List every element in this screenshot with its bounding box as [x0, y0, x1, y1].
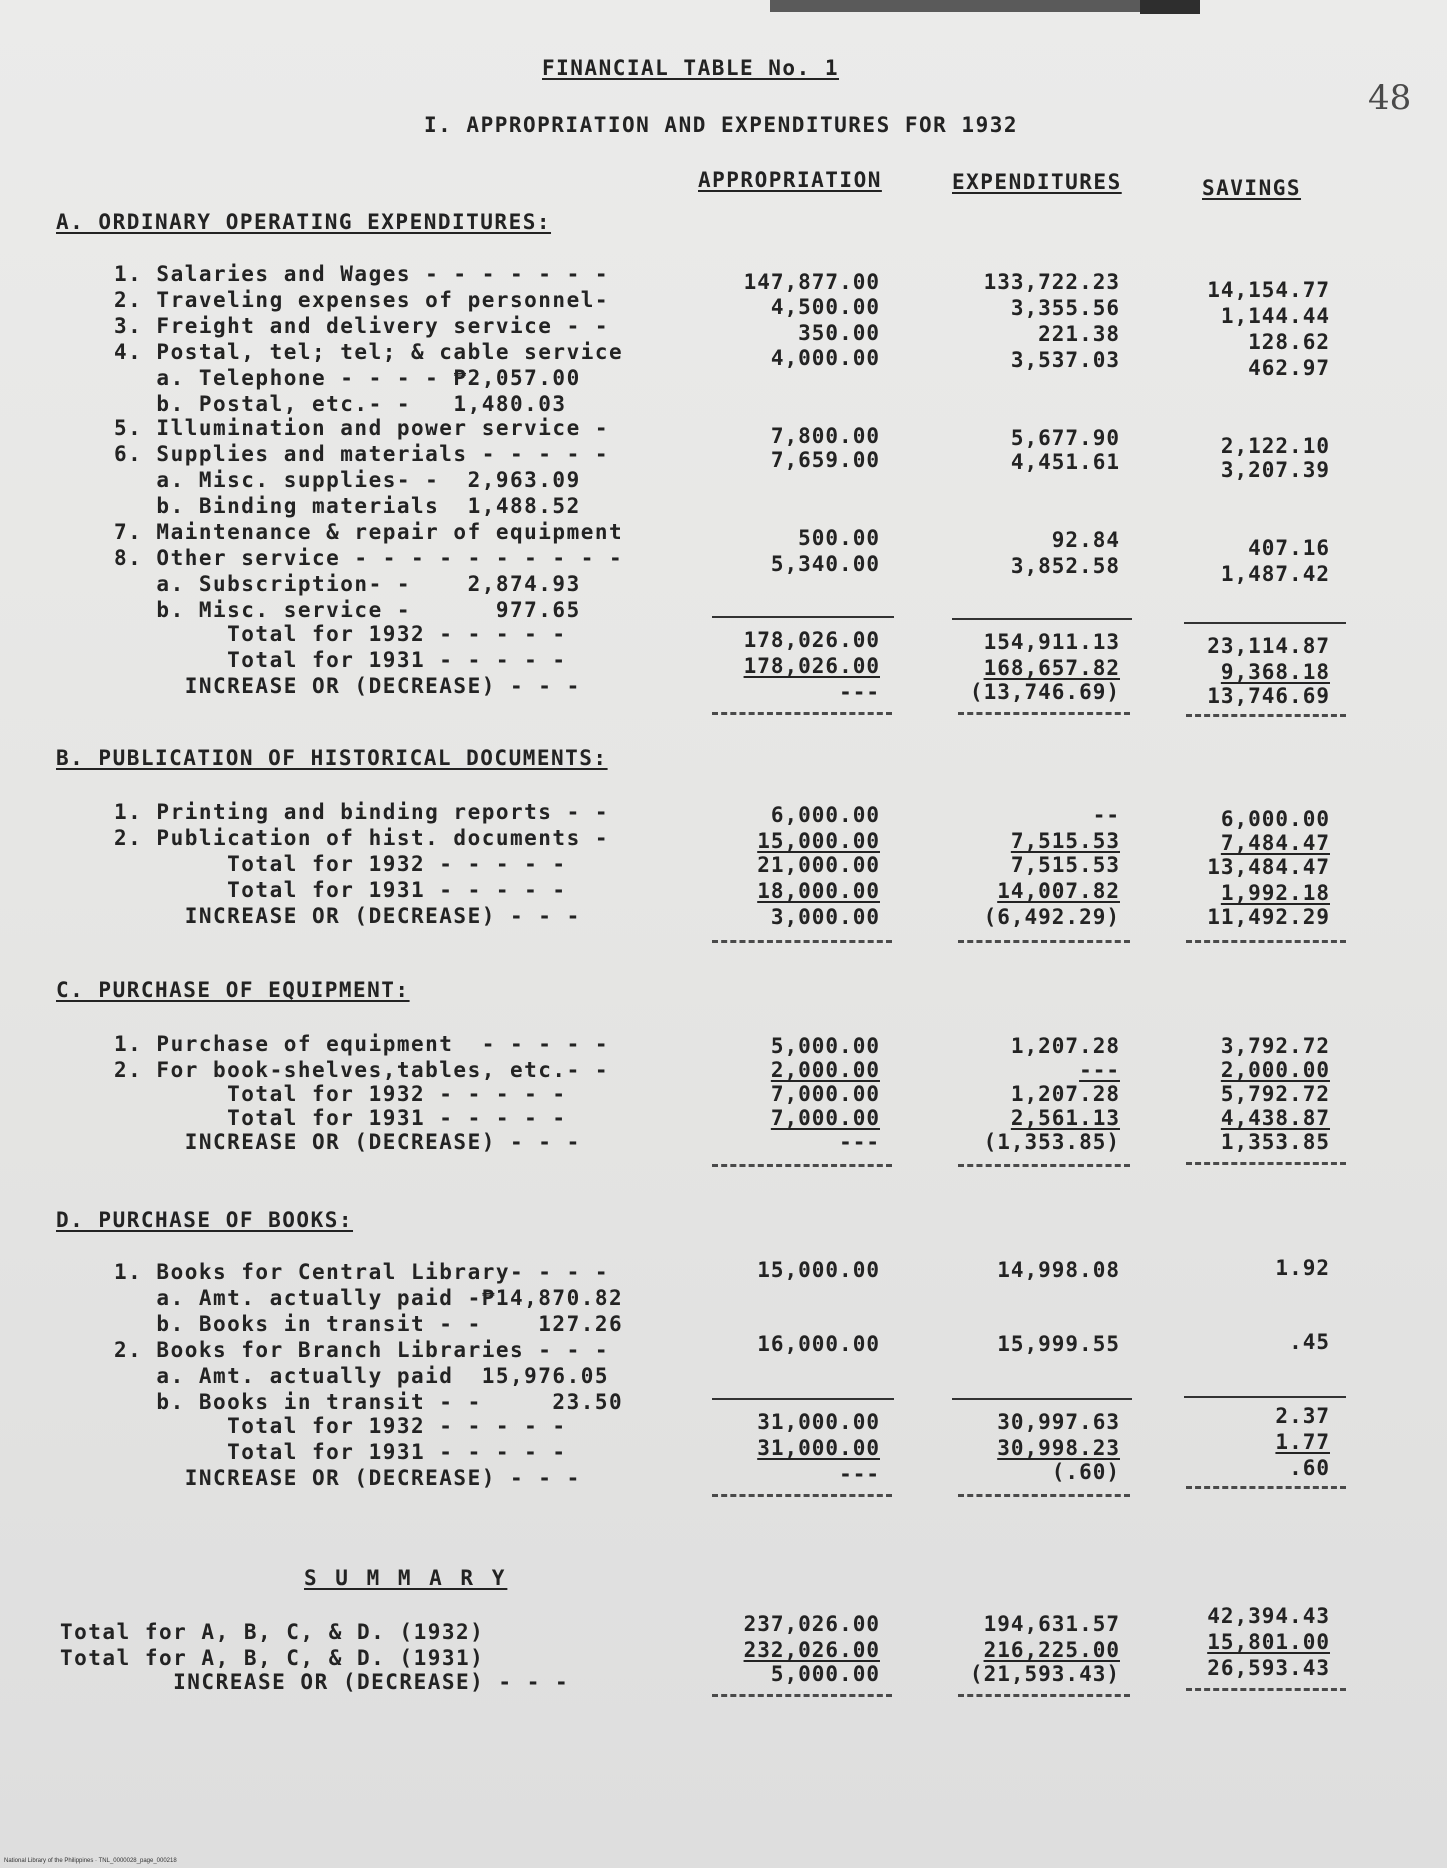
column-header-appropriation: APPROPRIATION — [698, 168, 882, 192]
total-rule — [952, 618, 1132, 620]
double-rule — [958, 712, 1130, 715]
double-rule — [958, 1694, 1130, 1697]
row-savings: 9,368.18 — [1220, 660, 1330, 684]
page-number: 48 — [1368, 78, 1412, 118]
row-appropriation: 232,026.00 — [743, 1638, 880, 1662]
row-expenditures: 30,997.63 — [997, 1410, 1120, 1434]
row-expenditures: 14,007.82 — [997, 879, 1120, 903]
double-rule — [712, 1494, 892, 1497]
row-expenditures: (1,353.85) — [983, 1130, 1120, 1154]
row-savings: 1,353.85 — [1220, 1130, 1330, 1154]
section-heading-b: B. PUBLICATION OF HISTORICAL DOCUMENTS: — [56, 746, 608, 770]
double-rule — [1186, 940, 1346, 943]
row-total-label: Total for A, B, C, & D. (1932) — [60, 1620, 485, 1644]
row-savings: 407.16 — [1248, 536, 1330, 560]
row-expenditures: --- — [1079, 1058, 1120, 1082]
row-label: 4. Postal, tel; tel; & cable service — [114, 340, 624, 364]
row-total-label: Total for 1932 - - - - - — [114, 852, 567, 876]
row-savings: 1.92 — [1275, 1256, 1330, 1280]
scan-footer-credit: National Library of the Philippines · TNL_0000028_page_000218 — [4, 1858, 177, 1864]
row-label: 3. Freight and delivery service - - — [114, 314, 610, 338]
row-savings: 7,484.47 — [1220, 831, 1330, 855]
row-label: 1. Books for Central Library- - - - — [114, 1260, 610, 1284]
row-appropriation: 178,026.00 — [743, 654, 880, 678]
row-savings: 23,114.87 — [1207, 634, 1330, 658]
row-appropriation: 5,000.00 — [770, 1662, 880, 1686]
row-savings: 2,000.00 — [1220, 1058, 1330, 1082]
row-expenditures: 3,355.56 — [1010, 296, 1120, 320]
row-expenditures: 168,657.82 — [983, 656, 1120, 680]
row-sub-label: b. Books in transit - - 127.26 — [114, 1312, 624, 1336]
row-appropriation: 31,000.00 — [757, 1436, 880, 1460]
row-appropriation: --- — [839, 1130, 880, 1154]
row-savings: 6,000.00 — [1220, 807, 1330, 831]
row-savings: 3,792.72 — [1220, 1034, 1330, 1058]
row-change-label: INCREASE OR (DECREASE) - - - — [114, 1466, 581, 1490]
row-expenditures: 133,722.23 — [983, 270, 1120, 294]
row-appropriation: --- — [839, 1462, 880, 1486]
row-sub-label: b. Misc. service - 977.65 — [114, 598, 581, 622]
row-savings: .45 — [1289, 1330, 1330, 1354]
row-expenditures: 5,677.90 — [1010, 426, 1120, 450]
row-appropriation: 147,877.00 — [743, 270, 880, 294]
table-title: FINANCIAL TABLE No. 1 — [542, 56, 840, 80]
row-savings: 1.77 — [1275, 1430, 1330, 1454]
column-header-expenditures: EXPENDITURES — [952, 170, 1122, 194]
row-savings: 26,593.43 — [1207, 1656, 1330, 1680]
row-appropriation: 31,000.00 — [757, 1410, 880, 1434]
row-appropriation: 16,000.00 — [757, 1332, 880, 1356]
row-expenditures: 30,998.23 — [997, 1436, 1120, 1460]
row-label: 7. Maintenance & repair of equipment — [114, 520, 624, 544]
row-sub-label: a. Telephone - - - - ₱2,057.00 — [114, 366, 581, 390]
row-sub-label: a. Misc. supplies- - 2,963.09 — [114, 468, 581, 492]
row-expenditures: (21,593.43) — [969, 1662, 1120, 1686]
row-change-label: INCREASE OR (DECREASE) - - - — [114, 674, 581, 698]
row-expenditures: 4,451.61 — [1010, 450, 1120, 474]
total-rule — [712, 616, 894, 618]
row-total-label: Total for 1931 - - - - - — [114, 1106, 567, 1130]
row-appropriation: 15,000.00 — [757, 829, 880, 853]
row-appropriation: 7,800.00 — [770, 424, 880, 448]
total-rule — [952, 1398, 1132, 1400]
row-appropriation: 18,000.00 — [757, 879, 880, 903]
row-expenditures: 92.84 — [1051, 528, 1120, 552]
row-savings: 1,992.18 — [1220, 881, 1330, 905]
row-total-label: Total for 1931 - - - - - — [114, 1440, 567, 1464]
row-total-label: Total for 1931 - - - - - — [114, 648, 567, 672]
row-savings: 462.97 — [1248, 356, 1330, 380]
double-rule — [712, 940, 892, 943]
summary-heading: S U M M A R Y — [304, 1566, 508, 1590]
column-header-savings: SAVINGS — [1202, 176, 1302, 200]
row-appropriation: 500.00 — [798, 526, 880, 550]
scan-edge-shadow — [770, 0, 1190, 12]
row-expenditures: 194,631.57 — [983, 1612, 1120, 1636]
row-appropriation: 4,500.00 — [770, 295, 880, 319]
row-savings: 3,207.39 — [1220, 458, 1330, 482]
total-rule — [1184, 622, 1346, 624]
row-change-label: INCREASE OR (DECREASE) - - - — [60, 1670, 570, 1694]
row-savings: 13,484.47 — [1207, 855, 1330, 879]
row-appropriation: 2,000.00 — [770, 1058, 880, 1082]
row-savings: 5,792.72 — [1220, 1082, 1330, 1106]
row-expenditures: 1,207.28 — [1010, 1034, 1120, 1058]
section-heading-a: A. ORDINARY OPERATING EXPENDITURES: — [56, 210, 552, 234]
total-rule — [712, 1398, 894, 1400]
row-expenditures: 216,225.00 — [983, 1638, 1120, 1662]
row-label: 6. Supplies and materials - - - - - — [114, 442, 610, 466]
row-expenditures: 7,515.53 — [1010, 829, 1120, 853]
row-savings: 11,492.29 — [1207, 905, 1330, 929]
document-subtitle: I. APPROPRIATION AND EXPENDITURES FOR 1932 — [424, 113, 1019, 137]
row-expenditures: 221.38 — [1038, 322, 1120, 346]
row-appropriation: 21,000.00 — [757, 853, 880, 877]
row-total-label: Total for 1932 - - - - - — [114, 1082, 567, 1106]
double-rule — [1186, 1162, 1346, 1165]
section-heading-d: D. PURCHASE OF BOOKS: — [56, 1208, 354, 1232]
row-label: 2. Traveling expenses of personnel- — [114, 288, 610, 312]
row-expenditures: 14,998.08 — [997, 1258, 1120, 1282]
total-rule — [1184, 1396, 1346, 1398]
row-expenditures: 3,852.58 — [1010, 554, 1120, 578]
row-sub-label: a. Amt. actually paid 15,976.05 — [114, 1364, 610, 1388]
double-rule — [712, 1694, 892, 1697]
double-rule — [958, 940, 1130, 943]
row-expenditures: -- — [1092, 803, 1120, 827]
row-total-label: Total for 1932 - - - - - — [114, 1414, 567, 1438]
row-label: 1. Printing and binding reports - - — [114, 800, 610, 824]
row-label: 1. Salaries and Wages - - - - - - - — [114, 262, 610, 286]
row-savings: 13,746.69 — [1207, 684, 1330, 708]
row-savings: 2,122.10 — [1220, 434, 1330, 458]
row-expenditures: (.60) — [1051, 1460, 1120, 1484]
row-label: 2. For book-shelves,tables, etc.- - — [114, 1058, 610, 1082]
row-savings: 15,801.00 — [1207, 1630, 1330, 1654]
row-sub-label: b. Postal, etc.- - 1,480.03 — [114, 392, 567, 416]
row-savings: .60 — [1289, 1456, 1330, 1480]
row-appropriation: 3,000.00 — [770, 905, 880, 929]
section-heading-c: C. PURCHASE OF EQUIPMENT: — [56, 978, 410, 1002]
row-expenditures: (6,492.29) — [983, 905, 1120, 929]
double-rule — [1186, 714, 1346, 717]
double-rule — [1186, 1688, 1346, 1691]
row-savings: 1,144.44 — [1220, 304, 1330, 328]
row-appropriation: 7,659.00 — [770, 448, 880, 472]
double-rule — [958, 1164, 1130, 1167]
row-appropriation: 237,026.00 — [743, 1612, 880, 1636]
double-rule — [712, 712, 892, 715]
row-change-label: INCREASE OR (DECREASE) - - - — [114, 1130, 581, 1154]
row-savings: 14,154.77 — [1207, 278, 1330, 302]
row-label: 8. Other service - - - - - - - - - - — [114, 546, 624, 570]
row-appropriation: 7,000.00 — [770, 1082, 880, 1106]
double-rule — [1186, 1486, 1346, 1489]
row-expenditures: (13,746.69) — [969, 680, 1120, 704]
row-appropriation: 6,000.00 — [770, 803, 880, 827]
row-expenditures: 15,999.55 — [997, 1332, 1120, 1356]
row-appropriation: 5,000.00 — [770, 1034, 880, 1058]
row-total-label: Total for 1932 - - - - - — [114, 622, 567, 646]
row-appropriation: 7,000.00 — [770, 1106, 880, 1130]
row-appropriation: 4,000.00 — [770, 346, 880, 370]
row-expenditures: 7,515.53 — [1010, 853, 1120, 877]
row-savings: 42,394.43 — [1207, 1604, 1330, 1628]
row-sub-label: b. Binding materials 1,488.52 — [114, 494, 581, 518]
row-appropriation: 15,000.00 — [757, 1258, 880, 1282]
row-expenditures: 3,537.03 — [1010, 348, 1120, 372]
row-label: 2. Publication of hist. documents - — [114, 826, 610, 850]
double-rule — [958, 1494, 1130, 1497]
row-savings: 2.37 — [1275, 1404, 1330, 1428]
row-appropriation: --- — [839, 680, 880, 704]
row-sub-label: a. Amt. actually paid -₱14,870.82 — [114, 1286, 624, 1310]
row-change-label: INCREASE OR (DECREASE) - - - — [114, 904, 581, 928]
scan-edge-shadow-dark — [1140, 0, 1200, 14]
row-appropriation: 178,026.00 — [743, 628, 880, 652]
row-expenditures: 2,561.13 — [1010, 1106, 1120, 1130]
row-total-label: Total for A, B, C, & D. (1931) — [60, 1646, 485, 1670]
row-label: 5. Illumination and power service - — [114, 416, 610, 440]
row-label: 1. Purchase of equipment - - - - - — [114, 1032, 610, 1056]
row-appropriation: 350.00 — [798, 321, 880, 345]
row-savings: 1,487.42 — [1220, 562, 1330, 586]
row-expenditures: 1,207.28 — [1010, 1082, 1120, 1106]
row-total-label: Total for 1931 - - - - - — [114, 878, 567, 902]
row-sub-label: b. Books in transit - - 23.50 — [114, 1390, 624, 1414]
row-sub-label: a. Subscription- - 2,874.93 — [114, 572, 581, 596]
row-label: 2. Books for Branch Libraries - - - — [114, 1338, 610, 1362]
row-savings: 4,438.87 — [1220, 1106, 1330, 1130]
row-appropriation: 5,340.00 — [770, 552, 880, 576]
row-savings: 128.62 — [1248, 330, 1330, 354]
row-expenditures: 154,911.13 — [983, 630, 1120, 654]
double-rule — [712, 1164, 892, 1167]
